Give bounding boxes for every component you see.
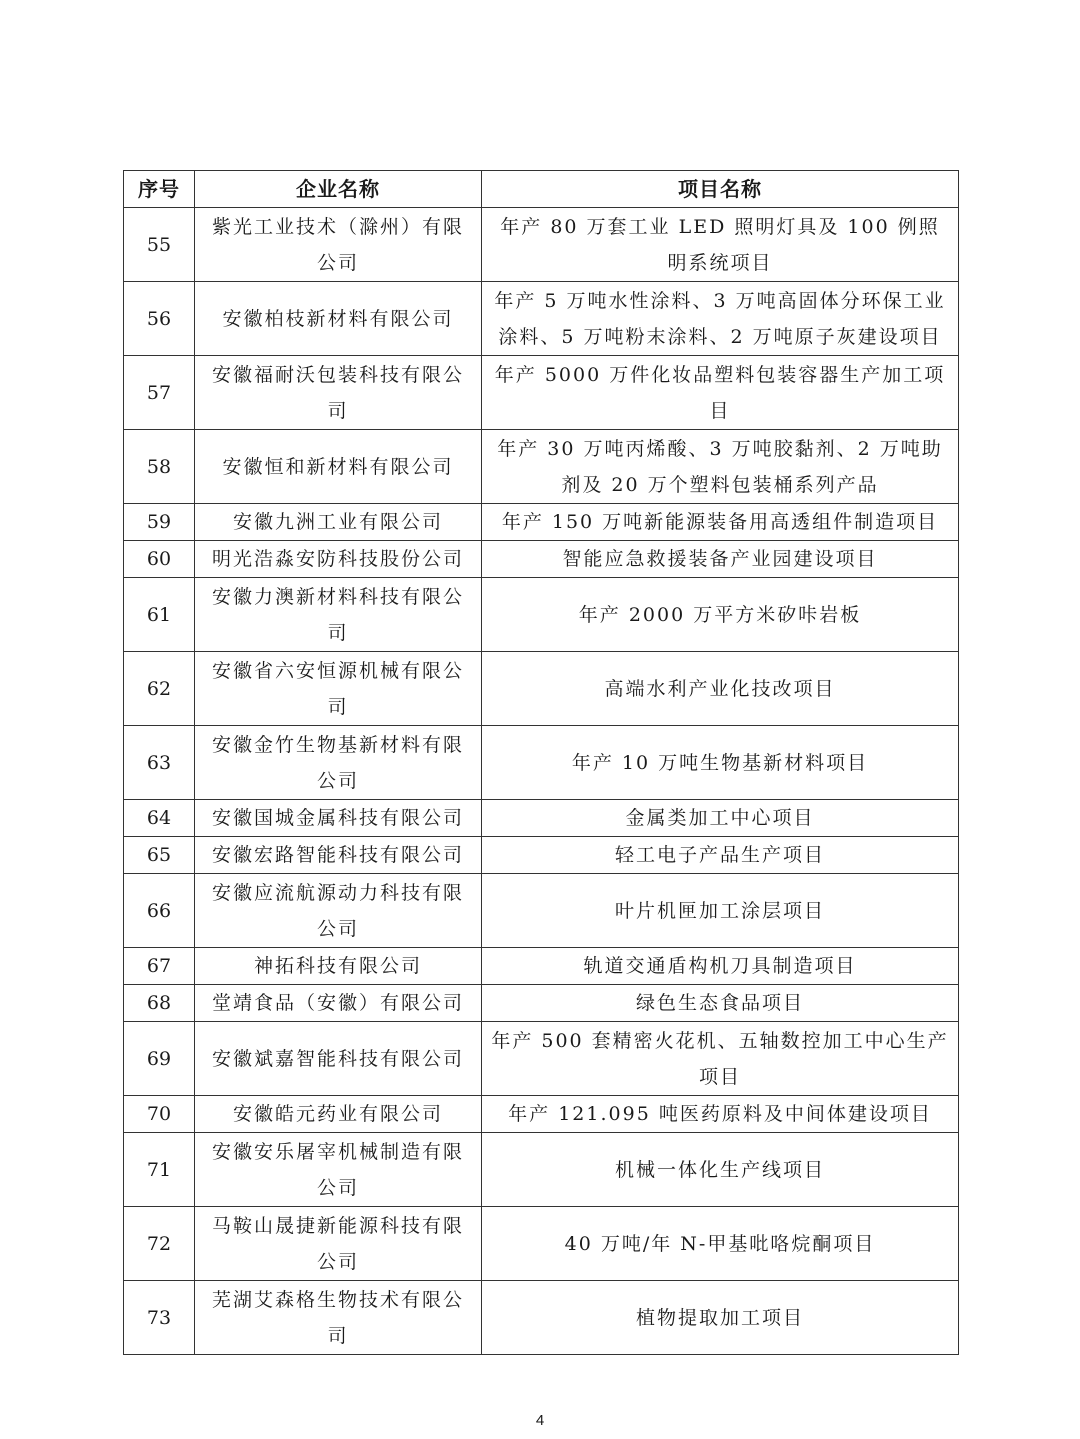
table-row [124,985,959,1022]
row-company-cell: 堂靖食品（安徽）有限公司 [195,985,482,1022]
row-company-cell: 安徽力澳新材料科技有限公司 [195,578,482,652]
table-row [124,208,959,282]
header-project: 项目名称 [482,171,959,208]
row-project-cell: 年产 500 套精密火花机、五轴数控加工中心生产项目 [482,1022,959,1096]
row-index-cell: 63 [124,726,195,800]
table-row [124,726,959,800]
row-company-cell: 紫光工业技术（滁州）有限公司 [195,208,482,282]
table-row [124,652,959,726]
row-company-cell: 安徽福耐沃包装科技有限公司 [195,356,482,430]
table-row [124,874,959,948]
row-company-cell: 马鞍山晟捷新能源科技有限公司 [195,1207,482,1281]
row-project-cell: 机械一体化生产线项目 [482,1133,959,1207]
row-company-cell: 安徽金竹生物基新材料有限公司 [195,726,482,800]
row-index-cell: 69 [124,1022,195,1096]
row-project-cell: 绿色生态食品项目 [482,985,959,1022]
table-row [124,948,959,985]
table-row [124,356,959,430]
row-project-cell: 年产 30 万吨丙烯酸、3 万吨胶黏剂、2 万吨助剂及 20 万个塑料包装桶系列产品 [482,430,959,504]
row-project-cell: 年产 5000 万件化妆品塑料包装容器生产加工项目 [482,356,959,430]
row-index-cell: 64 [124,800,195,837]
table-row [124,282,959,356]
row-index-cell: 73 [124,1281,195,1355]
row-company-cell: 安徽恒和新材料有限公司 [195,430,482,504]
row-project-cell: 轨道交通盾构机刀具制造项目 [482,948,959,985]
row-company-cell: 安徽柏枝新材料有限公司 [195,282,482,356]
header-index: 序号 [124,171,195,208]
row-project-cell: 年产 80 万套工业 LED 照明灯具及 100 例照明系统项目 [482,208,959,282]
row-company-cell: 安徽国城金属科技有限公司 [195,800,482,837]
page-number: 4 [535,1412,545,1429]
row-company-cell: 安徽安乐屠宰机械制造有限公司 [195,1133,482,1207]
table-row [124,578,959,652]
row-index-cell: 65 [124,837,195,874]
row-project-cell: 高端水利产业化技改项目 [482,652,959,726]
row-index-cell: 60 [124,541,195,578]
table-row [124,1133,959,1207]
row-index-cell: 61 [124,578,195,652]
row-project-cell: 金属类加工中心项目 [482,800,959,837]
row-project-cell: 叶片机匣加工涂层项目 [482,874,959,948]
table-row [124,430,959,504]
row-index-cell: 67 [124,948,195,985]
row-project-cell: 年产 2000 万平方米矽咔岩板 [482,578,959,652]
table-row [124,541,959,578]
project-table [123,170,959,1355]
table-row [124,800,959,837]
row-project-cell: 轻工电子产品生产项目 [482,837,959,874]
table-body [124,208,959,1355]
header-company: 企业名称 [195,171,482,208]
table-row [124,1022,959,1096]
table-row [124,1207,959,1281]
row-company-cell: 安徽九洲工业有限公司 [195,504,482,541]
row-project-cell: 年产 121.095 吨医药原料及中间体建设项目 [482,1096,959,1133]
row-project-cell: 40 万吨/年 N-甲基吡咯烷酮项目 [482,1207,959,1281]
row-company-cell: 安徽应流航源动力科技有限公司 [195,874,482,948]
row-index-cell: 72 [124,1207,195,1281]
row-project-cell: 年产 10 万吨生物基新材料项目 [482,726,959,800]
row-project-cell: 年产 150 万吨新能源装备用高透组件制造项目 [482,504,959,541]
project-table-container [123,170,958,1355]
table-row [124,504,959,541]
table-row [124,1281,959,1355]
row-company-cell: 安徽皓元药业有限公司 [195,1096,482,1133]
row-index-cell: 55 [124,208,195,282]
row-index-cell: 58 [124,430,195,504]
row-index-cell: 62 [124,652,195,726]
row-company-cell: 安徽宏路智能科技有限公司 [195,837,482,874]
row-index-cell: 71 [124,1133,195,1207]
table-row [124,1096,959,1133]
row-project-cell: 植物提取加工项目 [482,1281,959,1355]
table-header-row [124,171,959,208]
row-company-cell: 安徽斌嘉智能科技有限公司 [195,1022,482,1096]
row-index-cell: 66 [124,874,195,948]
table-row [124,837,959,874]
row-index-cell: 68 [124,985,195,1022]
row-company-cell: 安徽省六安恒源机械有限公司 [195,652,482,726]
row-index-cell: 70 [124,1096,195,1133]
row-index-cell: 59 [124,504,195,541]
row-project-cell: 年产 5 万吨水性涂料、3 万吨高固体分环保工业涂料、5 万吨粉末涂料、2 万吨原子灰建设项目 [482,282,959,356]
row-company-cell: 芜湖艾森格生物技术有限公司 [195,1281,482,1355]
row-company-cell: 神拓科技有限公司 [195,948,482,985]
row-index-cell: 57 [124,356,195,430]
row-project-cell: 智能应急救援装备产业园建设项目 [482,541,959,578]
row-company-cell: 明光浩淼安防科技股份公司 [195,541,482,578]
row-index-cell: 56 [124,282,195,356]
